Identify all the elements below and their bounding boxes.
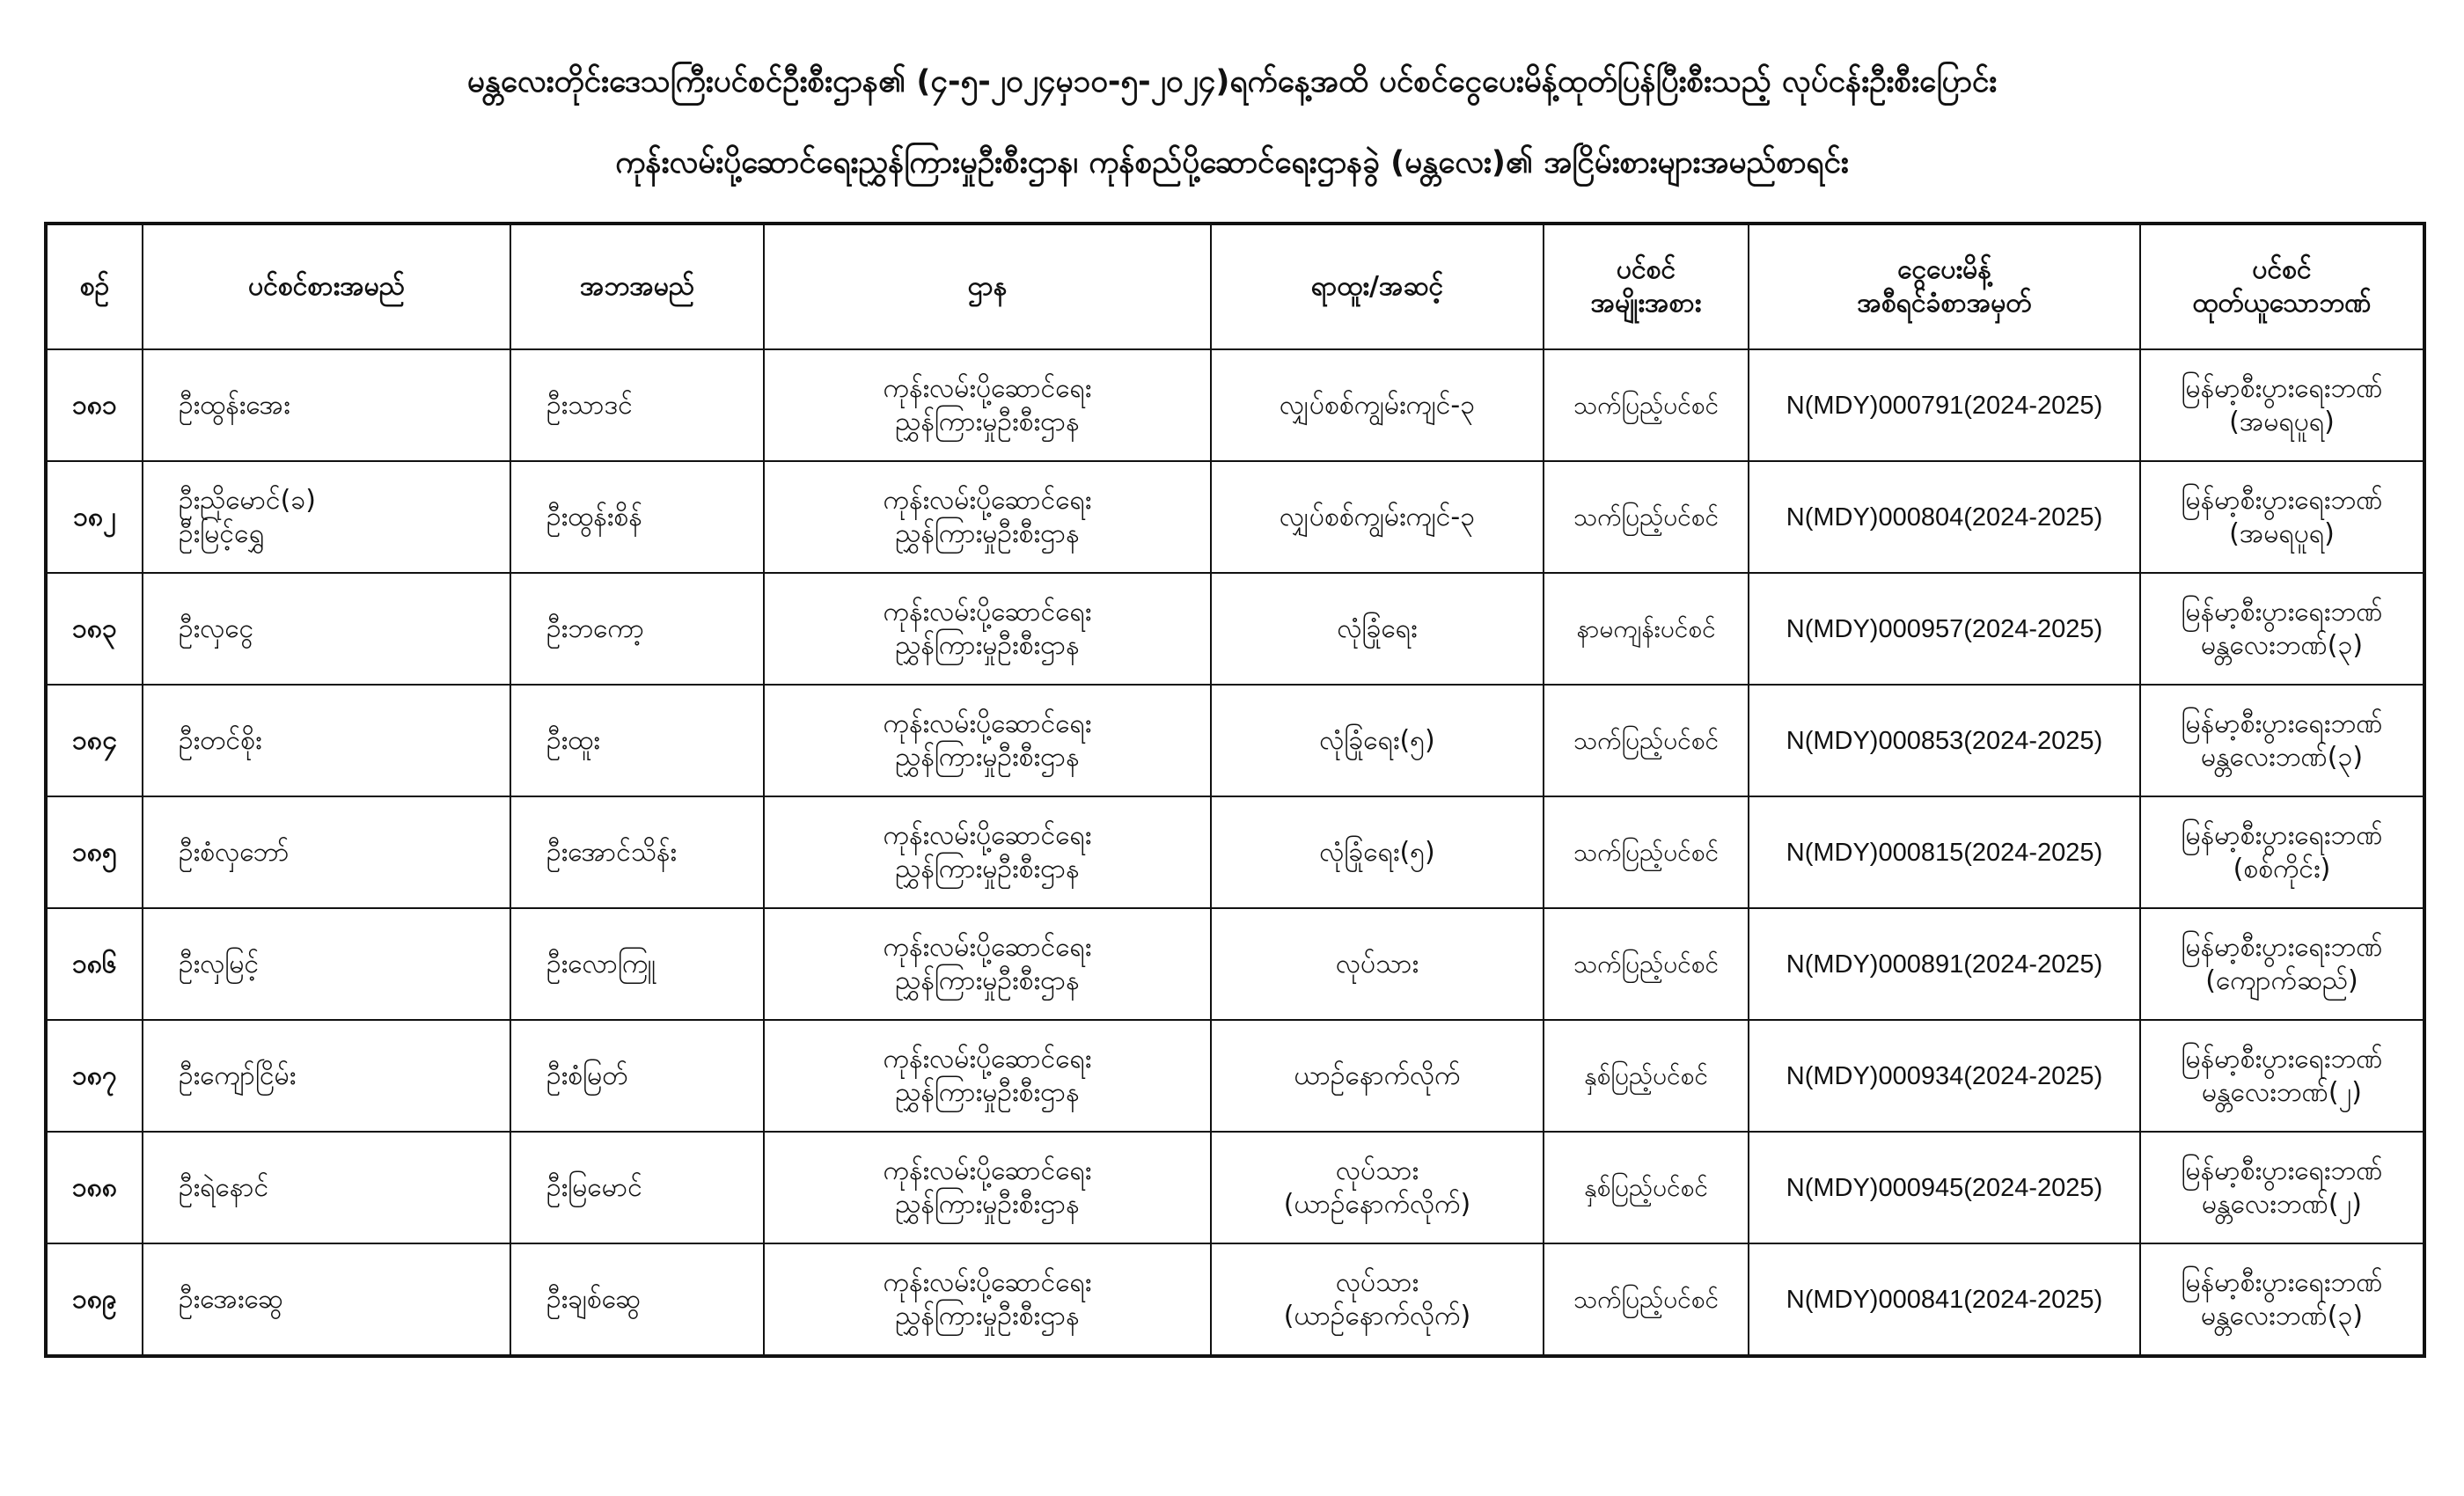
cell-department-line-1: ကုန်းလမ်းပို့ဆောင်ရေး — [883, 1266, 1092, 1298]
cell-department-line-1: ကုန်းလမ်းပို့ဆောင်ရေး — [883, 819, 1092, 851]
header-pensioner-name: ပင်စင်စားအမည် — [143, 224, 510, 349]
cell-serial-no — [46, 1243, 143, 1356]
cell-payment-order-ref-text: N(MDY)000815(2024-2025) — [1786, 838, 2103, 867]
cell-pensioner-name — [143, 1020, 510, 1132]
cell-father-name — [510, 908, 764, 1020]
cell-rank-text: လုံခြုံရေး — [1337, 612, 1418, 644]
cell-pension-bank — [2140, 461, 2424, 573]
cell-pension-type — [1544, 349, 1749, 461]
header-rank: ရာထူး/အဆင့် — [1211, 224, 1544, 349]
cell-department — [764, 1020, 1211, 1132]
cell-payment-order-ref-text: N(MDY)000934(2024-2025) — [1786, 1061, 2103, 1090]
cell-department-line-2: ညွှန်ကြားမှုဦးစီးဌာန — [895, 1188, 1080, 1220]
cell-pensioner-name-text: ဦးကျော်ငြိမ်း — [179, 1060, 297, 1091]
cell-pensioner-name-line-1: ဦးညိုမောင်(ခ) — [179, 484, 316, 516]
cell-rank — [1211, 1020, 1544, 1132]
cell-payment-order-ref — [1749, 796, 2140, 908]
cell-father-name-text: ဦးဘကော့ — [546, 612, 645, 644]
cell-pension-type — [1544, 573, 1749, 685]
cell-father-name-text: ဦးထွန်းစိန် — [546, 501, 642, 532]
document-title-line-2: ကုန်းလမ်းပို့ဆောင်ရေးညွှန်ကြားမှုဦးစီးဌာန၊ ကုန်စည်ပို့ဆောင်ရေးဌာနခွဲ (မန္တလေး)၏ အငြိမ်းစားများအမည်စာရင်း — [615, 145, 1849, 180]
cell-pension-type — [1544, 1132, 1749, 1243]
cell-serial-no-text: ၁၈၈ — [71, 1171, 118, 1203]
table-body — [46, 349, 2424, 1356]
cell-serial-no-text: ၁၈၅ — [72, 836, 117, 868]
cell-payment-order-ref — [1749, 685, 2140, 796]
cell-father-name — [510, 1132, 764, 1243]
cell-department — [764, 1132, 1211, 1243]
cell-payment-order-ref — [1749, 1243, 2140, 1356]
cell-pensioner-name — [143, 908, 510, 1020]
cell-rank — [1211, 349, 1544, 461]
cell-department-line-2: ညွှန်ကြားမှုဦးစီးဌာန — [895, 1076, 1080, 1108]
cell-pension-bank — [2140, 908, 2424, 1020]
cell-pension-type — [1544, 1020, 1749, 1132]
cell-payment-order-ref — [1749, 573, 2140, 685]
cell-pension-bank — [2140, 349, 2424, 461]
cell-payment-order-ref — [1749, 461, 2140, 573]
header-pension-bank — [2140, 224, 2424, 349]
cell-pension-bank-line-1: မြန်မာ့စီးပွားရေးဘဏ် — [2181, 1043, 2383, 1074]
cell-rank-text: လုံခြုံရေး(၅) — [1319, 836, 1435, 868]
cell-department-line-2: ညွှန်ကြားမှုဦးစီးဌာန — [895, 629, 1080, 661]
cell-rank — [1211, 796, 1544, 908]
cell-serial-no — [46, 349, 143, 461]
cell-rank-line-2: (ယာဉ်နောက်လိုက်) — [1283, 1188, 1471, 1220]
cell-pensioner-name — [143, 1243, 510, 1356]
cell-pension-type-text: သက်ပြည့်ပင်စင် — [1573, 837, 1719, 867]
table-row — [46, 573, 2424, 685]
cell-father-name-text: ဦးစံမြတ် — [546, 1060, 628, 1091]
header-payment-order-ref — [1749, 224, 2140, 349]
cell-rank-line-1: လုပ်သား — [1335, 1266, 1419, 1298]
pensioner-table — [44, 222, 2426, 1358]
header-pension-bank-line-2: ထုတ်ယူသောဘဏ် — [2192, 288, 2372, 319]
table-row — [46, 796, 2424, 908]
table-row — [46, 1020, 2424, 1132]
cell-department-line-1: ကုန်းလမ်းပို့ဆောင်ရေး — [883, 484, 1092, 516]
table-row — [46, 908, 2424, 1020]
cell-pension-bank-line-2: မန္တလေးဘဏ်(၃) — [2200, 1300, 2364, 1331]
cell-father-name-text: ဦးထူး — [546, 724, 600, 756]
cell-department — [764, 573, 1211, 685]
cell-department-line-1: ကုန်းလမ်းပို့ဆောင်ရေး — [883, 1155, 1092, 1186]
cell-rank-text: ယာဉ်နောက်လိုက် — [1294, 1060, 1461, 1091]
cell-serial-no-text: ၁၈၆ — [72, 948, 117, 979]
cell-pensioner-name — [143, 349, 510, 461]
cell-payment-order-ref — [1749, 908, 2140, 1020]
cell-serial-no-text: ၁၈၁ — [72, 389, 117, 421]
cell-department-line-2: ညွှန်ကြားမှုဦးစီးဌာန — [895, 406, 1080, 437]
cell-pension-bank-line-1: မြန်မာ့စီးပွားရေးဘဏ် — [2181, 372, 2383, 404]
cell-department — [764, 1243, 1211, 1356]
cell-pension-bank — [2140, 573, 2424, 685]
cell-pension-bank-line-1: မြန်မာ့စီးပွားရေးဘဏ် — [2181, 819, 2383, 851]
cell-pensioner-name-text: ဦးလှငွေ — [179, 612, 254, 644]
cell-pension-bank-line-1: မြန်မာ့စီးပွားရေးဘဏ် — [2181, 1266, 2383, 1298]
cell-father-name — [510, 796, 764, 908]
table-header-row — [46, 224, 2424, 349]
cell-rank — [1211, 685, 1544, 796]
cell-payment-order-ref-text: N(MDY)000853(2024-2025) — [1786, 726, 2103, 755]
cell-pension-bank-line-2: (စစ်ကိုင်း) — [2233, 853, 2331, 884]
header-pension-type — [1544, 224, 1749, 349]
cell-pension-bank — [2140, 1243, 2424, 1356]
cell-pension-type-text: နှစ်ပြည့်ပင်စင် — [1584, 1060, 1708, 1090]
header-serial-no: စဉ် — [46, 224, 143, 349]
cell-department-line-1: ကုန်းလမ်းပို့ဆောင်ရေး — [883, 1043, 1092, 1074]
cell-serial-no-text: ၁၈၂ — [73, 501, 116, 532]
cell-father-name — [510, 1020, 764, 1132]
cell-serial-no-text: ၁၈၇ — [72, 1060, 117, 1091]
cell-pension-bank — [2140, 1020, 2424, 1132]
table-row — [46, 1243, 2424, 1356]
cell-department-line-2: ညွှန်ကြားမှုဦးစီးဌာန — [895, 964, 1080, 996]
cell-rank — [1211, 1243, 1544, 1356]
cell-pension-type-text: သက်ပြည့်ပင်စင် — [1573, 949, 1719, 979]
cell-pension-type-text: နှစ်ပြည့်ပင်စင် — [1584, 1172, 1708, 1202]
cell-payment-order-ref-text: N(MDY)000791(2024-2025) — [1786, 391, 2103, 420]
cell-department-line-2: ညွှန်ကြားမှုဦးစီးဌာန — [895, 1300, 1080, 1331]
cell-pension-bank-line-1: မြန်မာ့စီးပွားရေးဘဏ် — [2181, 596, 2383, 627]
cell-father-name — [510, 573, 764, 685]
cell-pension-bank-line-2: (အမရပူရ) — [2229, 517, 2335, 549]
cell-pension-bank-line-2: မန္တလေးဘဏ်(၂) — [2202, 1188, 2362, 1220]
cell-serial-no — [46, 1132, 143, 1243]
cell-father-name — [510, 685, 764, 796]
cell-pensioner-name — [143, 1132, 510, 1243]
cell-department-line-2: ညွှန်ကြားမှုဦးစီးဌာန — [895, 517, 1080, 549]
cell-father-name — [510, 349, 764, 461]
cell-rank-text: လျှပ်စစ်ကျွမ်းကျင်-၃ — [1279, 501, 1476, 532]
cell-serial-no — [46, 573, 143, 685]
cell-payment-order-ref — [1749, 1020, 2140, 1132]
cell-payment-order-ref — [1749, 349, 2140, 461]
cell-serial-no-text: ၁၈၄ — [72, 724, 117, 756]
header-payment-order-ref-line-1: ငွေပေးမိန့် — [1897, 254, 1991, 285]
table-row — [46, 461, 2424, 573]
cell-pension-bank-line-1: မြန်မာ့စီးပွားရေးဘဏ် — [2181, 708, 2383, 739]
cell-department-line-1: ကုန်းလမ်းပို့ဆောင်ရေး — [883, 372, 1092, 404]
cell-rank-text: လုံခြုံရေး(၅) — [1319, 724, 1435, 756]
cell-pension-type — [1544, 461, 1749, 573]
cell-father-name-text: ဦးချစ်ဆွေ — [546, 1283, 641, 1315]
cell-father-name-text: ဦးလောကြူ — [546, 948, 656, 979]
cell-serial-no — [46, 908, 143, 1020]
cell-pension-type — [1544, 908, 1749, 1020]
cell-pension-type-text: သက်ပြည့်ပင်စင် — [1573, 390, 1719, 420]
cell-pension-type — [1544, 796, 1749, 908]
cell-pension-bank-line-2: မန္တလေးဘဏ်(၃) — [2200, 629, 2364, 661]
cell-pension-bank-line-2: မန္တလေးဘဏ်(၂) — [2202, 1076, 2362, 1108]
cell-pension-type — [1544, 1243, 1749, 1356]
cell-pensioner-name-text: ဦးစံလှဘော် — [179, 836, 290, 868]
cell-pensioner-name — [143, 796, 510, 908]
cell-rank-text: လျှပ်စစ်ကျွမ်းကျင်-၃ — [1279, 389, 1476, 421]
header-pension-bank-line-1: ပင်စင် — [2252, 254, 2312, 285]
cell-payment-order-ref-text: N(MDY)000841(2024-2025) — [1786, 1285, 2103, 1314]
cell-pension-bank-line-2: မန္တလေးဘဏ်(၃) — [2200, 741, 2364, 773]
cell-pension-bank-line-1: မြန်မာ့စီးပွားရေးဘဏ် — [2181, 484, 2383, 516]
cell-pension-bank — [2140, 1132, 2424, 1243]
header-father-name: အဘအမည် — [510, 224, 764, 349]
cell-payment-order-ref-text: N(MDY)000891(2024-2025) — [1786, 950, 2103, 979]
cell-department-line-1: ကုန်းလမ်းပို့ဆောင်ရေး — [883, 596, 1092, 627]
cell-pension-type — [1544, 685, 1749, 796]
cell-pension-type-text: သက်ပြည့်ပင်စင် — [1573, 1284, 1719, 1314]
cell-pension-type-text: နာမကျန်းပင်စင် — [1576, 613, 1716, 643]
cell-pensioner-name-text: ဦးတင်စိုး — [179, 724, 262, 756]
cell-pensioner-name — [143, 573, 510, 685]
cell-department — [764, 685, 1211, 796]
cell-department — [764, 796, 1211, 908]
cell-father-name — [510, 461, 764, 573]
cell-pensioner-name-text: ဦးထွန်းအေး — [179, 389, 290, 421]
cell-serial-no — [46, 796, 143, 908]
cell-payment-order-ref — [1749, 1132, 2140, 1243]
cell-pension-type-text: သက်ပြည့်ပင်စင် — [1573, 725, 1719, 755]
cell-payment-order-ref-text: N(MDY)000957(2024-2025) — [1786, 614, 2103, 643]
cell-rank-text: လုပ်သား — [1335, 948, 1419, 979]
cell-pensioner-name — [143, 461, 510, 573]
cell-pensioner-name — [143, 685, 510, 796]
cell-serial-no — [46, 461, 143, 573]
cell-serial-no-text: ၁၈၃ — [72, 612, 117, 644]
cell-department-line-1: ကုန်းလမ်းပို့ဆောင်ရေး — [883, 708, 1092, 739]
cell-department — [764, 461, 1211, 573]
cell-pension-bank-line-2: (အမရပူရ) — [2229, 406, 2335, 437]
cell-pension-bank-line-2: (ကျောက်ဆည်) — [2205, 964, 2358, 996]
cell-rank — [1211, 461, 1544, 573]
cell-payment-order-ref-text: N(MDY)000945(2024-2025) — [1786, 1173, 2103, 1202]
cell-department-line-2: ညွှန်ကြားမှုဦးစီးဌာန — [895, 853, 1080, 884]
cell-pension-bank — [2140, 796, 2424, 908]
header-payment-order-ref-line-2: အစီရင်ခံစာအမှတ် — [1857, 288, 2032, 319]
cell-pension-bank-line-1: မြန်မာ့စီးပွားရေးဘဏ် — [2181, 931, 2383, 963]
cell-rank-line-1: လုပ်သား — [1335, 1155, 1419, 1186]
cell-pension-bank — [2140, 685, 2424, 796]
cell-serial-no — [46, 1020, 143, 1132]
table-row — [46, 1132, 2424, 1243]
cell-pension-bank-line-1: မြန်မာ့စီးပွားရေးဘဏ် — [2181, 1155, 2383, 1186]
cell-pension-type-text: သက်ပြည့်ပင်စင် — [1573, 502, 1719, 532]
header-pension-type-line-1: ပင်စင် — [1616, 254, 1676, 285]
cell-rank — [1211, 908, 1544, 1020]
cell-rank — [1211, 573, 1544, 685]
cell-father-name — [510, 1243, 764, 1356]
header-pension-type-line-2: အမျိုးအစား — [1590, 288, 1702, 319]
cell-father-name-text: ဦးသာဒင် — [546, 389, 633, 421]
cell-department — [764, 349, 1211, 461]
table-row — [46, 349, 2424, 461]
cell-pensioner-name-text: ဦးလှမြင့် — [179, 948, 260, 979]
cell-department-line-2: ညွှန်ကြားမှုဦးစီးဌာန — [895, 741, 1080, 773]
cell-rank-line-2: (ယာဉ်နောက်လိုက်) — [1283, 1300, 1471, 1331]
header-department: ဌာန — [764, 224, 1211, 349]
cell-department-line-1: ကုန်းလမ်းပို့ဆောင်ရေး — [883, 931, 1092, 963]
cell-rank — [1211, 1132, 1544, 1243]
cell-father-name-text: ဦးအောင်သိန်း — [546, 836, 678, 868]
cell-pensioner-name-text: ဦးအေးဆွေ — [179, 1283, 283, 1315]
cell-serial-no — [46, 685, 143, 796]
cell-father-name-text: ဦးမြမောင် — [546, 1171, 642, 1203]
cell-serial-no-text: ၁၈၉ — [72, 1283, 117, 1315]
cell-pensioner-name-line-2: ဦးမြင့်ရွှေ — [179, 517, 265, 549]
cell-payment-order-ref-text: N(MDY)000804(2024-2025) — [1786, 502, 2103, 532]
table-row — [46, 685, 2424, 796]
cell-department — [764, 908, 1211, 1020]
document-title-line-1: မန္တလေးတိုင်းဒေသကြီးပင်စင်ဦးစီးဌာန၏ (၄-၅-၂၀၂၄မှ၁၀-၅-၂၀၂၄)ရက်နေ့အထိ ပင်စင်ငွေပေးမိန့်ထုတ်ပြန်ပြီးစီးသည့် လုပ်ငန်းဦးစီးပြောင်း — [466, 64, 1998, 99]
cell-pensioner-name-text: ဦးရဲနောင် — [179, 1171, 269, 1203]
